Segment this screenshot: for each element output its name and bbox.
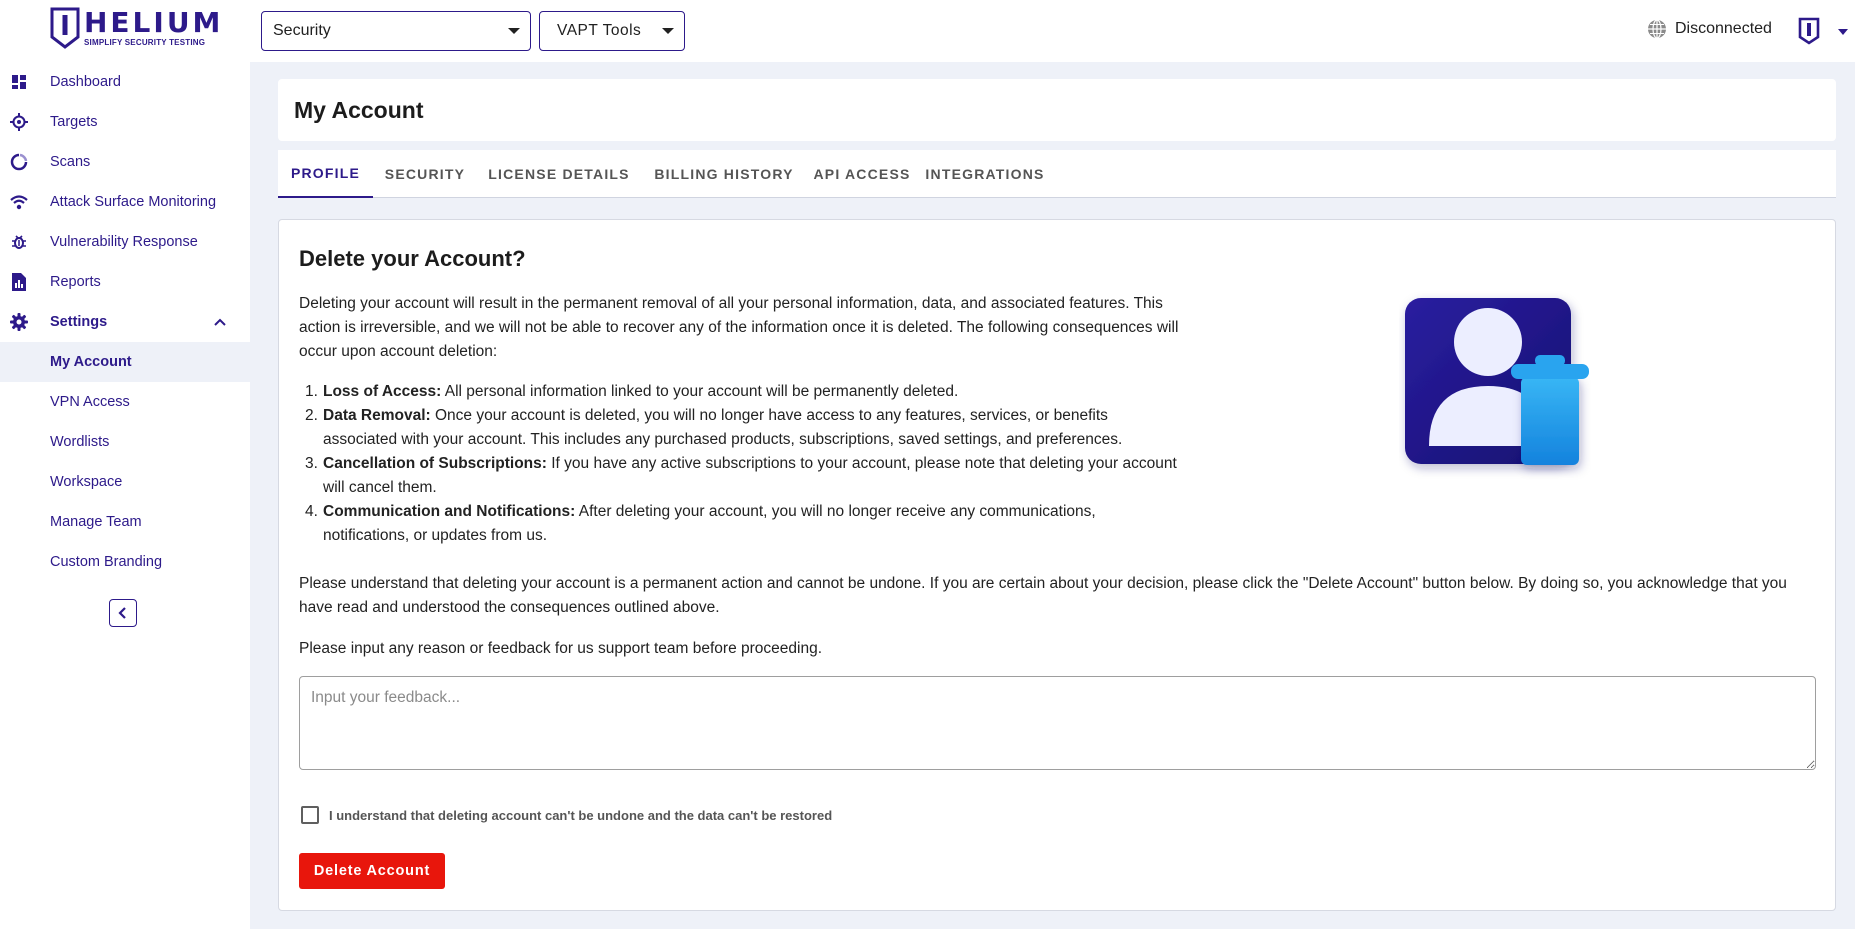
consequence-title: Loss of Access: [323, 383, 442, 400]
connection-status-text: Disconnected [1675, 20, 1772, 37]
list-item [299, 452, 1179, 500]
sidebar-item-label: Vulnerability Response [50, 234, 198, 250]
sidebar-item-label: Dashboard [50, 74, 121, 90]
delete-account-card [278, 219, 1836, 911]
globe-icon [1647, 19, 1667, 39]
sidebar-subitem-label: VPN Access [50, 394, 130, 410]
connection-status [1647, 19, 1772, 39]
sidebar-item-label: Attack Surface Monitoring [50, 194, 217, 210]
sidebar-item-wordlists[interactable] [0, 422, 250, 462]
sidebar-item-attack-surface-monitoring[interactable] [0, 182, 250, 222]
chevron-left-icon [117, 607, 129, 619]
consequence-title: Data Removal: [323, 407, 431, 424]
list-item [299, 380, 1179, 404]
tools-select-value: VAPT Tools [557, 22, 642, 39]
sidebar-subitem-label: My Account [50, 354, 132, 370]
sidebar-item-vpn-access[interactable] [0, 382, 250, 422]
brand-name: HELIUM [84, 5, 224, 39]
workspace-select[interactable] [261, 11, 531, 51]
sidebar-item-settings[interactable] [0, 302, 250, 342]
report-icon [9, 272, 29, 292]
sidebar-item-label: Targets [50, 114, 98, 130]
sidebar [0, 0, 250, 929]
consequence-title: Cancellation of Subscriptions: [323, 455, 547, 472]
sidebar-item-reports[interactable] [0, 262, 250, 302]
workspace-select-value: Security [273, 22, 331, 39]
consequence-text: All personal information linked to your account will be permanently deleted. [441, 383, 959, 400]
sidebar-item-scans[interactable] [0, 142, 250, 182]
delete-intro: Deleting your account will result in the permanent removal of all your personal information, data, and associated features. This action is irreversible, and we will not be able to recover any of the information once it is deleted. The following consequences will occur upon account deletion: [299, 295, 1179, 360]
delete-heading: Delete your Account? [299, 246, 526, 271]
user-menu[interactable] [1798, 14, 1848, 48]
sidebar-subitem-label: Wordlists [50, 434, 110, 450]
account-tabs [278, 150, 1836, 198]
list-item [299, 500, 1179, 548]
sidebar-item-targets[interactable] [0, 102, 250, 142]
tab-security[interactable]: SECURITY [384, 166, 466, 182]
shield-avatar-icon [1798, 17, 1820, 45]
gear-icon [9, 312, 29, 332]
tab-billing-history[interactable]: BILLING HISTORY [654, 166, 794, 182]
page-header [278, 79, 1836, 141]
bug-icon [9, 232, 29, 252]
sidebar-item-my-account[interactable] [0, 342, 250, 382]
tab-api-access[interactable]: API ACCESS [813, 166, 911, 182]
helium-logo[interactable] [50, 5, 224, 50]
sidebar-subitem-label: Custom Branding [50, 554, 163, 570]
chevron-up-icon [212, 314, 228, 335]
tab-license-details[interactable]: LICENSE DETAILS [488, 166, 630, 182]
consequence-title: Communication and Notifications: [323, 503, 576, 520]
checkbox-box[interactable] [301, 806, 319, 824]
scan-icon [9, 152, 29, 172]
sidebar-item-manage-team[interactable] [0, 502, 250, 542]
sidebar-subitem-label: Manage Team [50, 514, 142, 530]
feedback-input[interactable] [299, 676, 1816, 770]
acknowledge-checkbox[interactable] [301, 806, 832, 824]
dashboard-icon [9, 72, 29, 92]
delete-account-button[interactable]: Delete Account [299, 853, 445, 889]
sidebar-item-workspace[interactable] [0, 462, 250, 502]
consequence-text: Once your account is deleted, you will no longer have access to any features, services, or benefits associated with your account. This includes any purchased products, subscriptions, saved settings, and preferences. [323, 407, 1123, 448]
sidebar-item-custom-branding[interactable] [0, 542, 250, 582]
top-bar [250, 0, 1855, 62]
caret-down-icon [1838, 29, 1848, 35]
tools-select[interactable] [539, 11, 685, 51]
wifi-icon [9, 192, 29, 212]
feedback-prompt: Please input any reason or feedback for us support team before proceeding. [299, 640, 823, 657]
shield-logo-icon [50, 7, 80, 49]
sidebar-subitem-label: Workspace [50, 474, 123, 490]
tab-integrations[interactable]: INTEGRATIONS [925, 166, 1045, 182]
list-item [299, 404, 1179, 452]
caret-down-icon [662, 28, 674, 34]
consequence-text: After deleting your account, you will no longer receive any communications, notifications, or updates from us. [323, 503, 1096, 544]
sidebar-item-label: Reports [50, 274, 101, 290]
consequence-text: If you have any active subscriptions to your account, please note that deleting your account will cancel them. [323, 455, 1177, 496]
caret-down-icon [508, 28, 520, 34]
page-title: My Account [294, 97, 424, 123]
brand-tagline: SIMPLIFY SECURITY TESTING [84, 37, 206, 47]
sidebar-item-label: Settings [50, 314, 108, 330]
sidebar-item-dashboard[interactable] [0, 62, 250, 102]
tab-profile[interactable]: PROFILE [278, 150, 373, 198]
delete-user-illustration [1399, 282, 1619, 482]
consequences-list [299, 380, 1179, 548]
target-icon [9, 112, 29, 132]
acknowledge-label: I understand that deleting account can't be undone and the data can't be restored [329, 807, 833, 823]
collapse-sidebar-button[interactable] [109, 599, 137, 627]
sidebar-item-label: Scans [50, 154, 91, 170]
sidebar-item-vulnerability-response[interactable] [0, 222, 250, 262]
delete-confirm-text: Please understand that deleting your account is a permanent action and cannot be undone. If you are certain about your decision, please click the "Delete Account" button below. By doing so, you acknowledge that you have read and understood the consequences outlined above. [299, 575, 1787, 616]
